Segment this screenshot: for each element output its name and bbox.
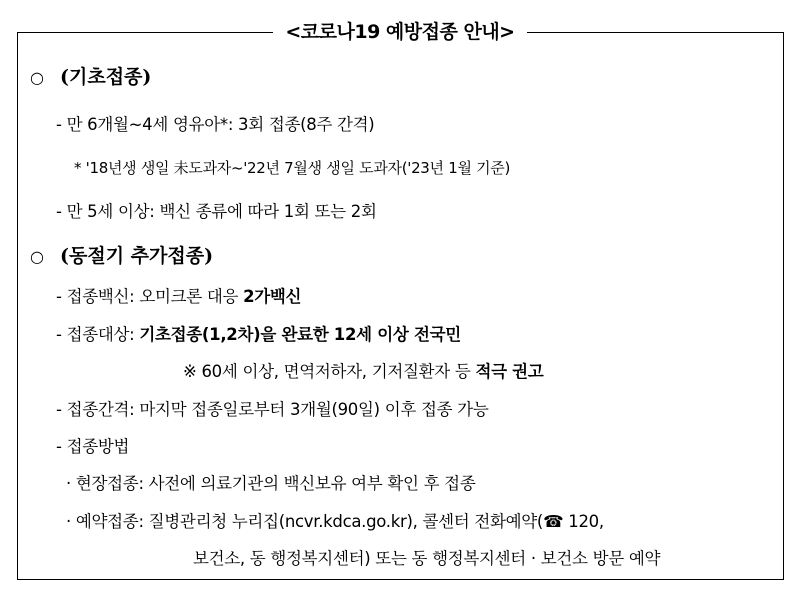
booster-method-reservation-cont: 보건소, 동 행정복지센터) 또는 동 행정복지센터 · 보건소 방문 예약 [193, 549, 661, 568]
booster-method-onsite: · 현장접종: 사전에 의료기관의 백신보유 여부 확인 후 접종 [66, 474, 476, 493]
booster-recommend-emphasis: 적극 권고 [475, 362, 544, 381]
booster-reservation-phone: 120, [563, 512, 604, 531]
booster-item-target [56, 324, 461, 346]
circle-bullet-icon: ○ [30, 247, 44, 266]
booster-item-method: - 접종방법 [56, 437, 130, 456]
booster-item-vaccine [56, 286, 301, 308]
booster-method-reservation [66, 511, 604, 533]
section-booster-heading [30, 245, 213, 268]
notice-title: <코로나19 예방접종 안내> [273, 21, 526, 43]
basic-item-age5: - 만 5세 이상: 백신 종류에 따라 1회 또는 2회 [56, 202, 377, 221]
basic-item-infant-note: * '18년생 생일 未도과자~'22년 7월생 생일 도과자('23년 1월 기준) [74, 159, 511, 177]
booster-item-interval: - 접종간격: 마지막 접종일로부터 3개월(90일) 이후 접종 가능 [56, 400, 489, 419]
section-basic-heading [30, 66, 151, 89]
section-basic-title: (기초접종) [60, 66, 152, 88]
booster-target-label: - 접종대상: [56, 325, 140, 344]
booster-item-recommend [183, 361, 543, 383]
circle-bullet-icon: ○ [30, 68, 44, 87]
booster-vaccine-value: 2가백신 [243, 287, 302, 306]
booster-reservation-text: · 예약접종: 질병관리청 누리집(ncvr.kdca.go.kr), 콜센터 전화예약( [66, 512, 544, 531]
booster-recommend-text: ※ 60세 이상, 면역저하자, 기저질환자 등 [183, 362, 476, 381]
phone-icon: ☎ [543, 512, 564, 531]
booster-vaccine-label: - 접종백신: 오미크론 대응 [56, 287, 244, 306]
booster-target-value: 기초접종(1,2차)을 완료한 12세 이상 전국민 [139, 325, 461, 344]
section-booster-title: (동절기 추가접종) [60, 245, 214, 267]
basic-item-infant: - 만 6개월~4세 영유아*: 3회 접종(8주 간격) [56, 115, 375, 134]
